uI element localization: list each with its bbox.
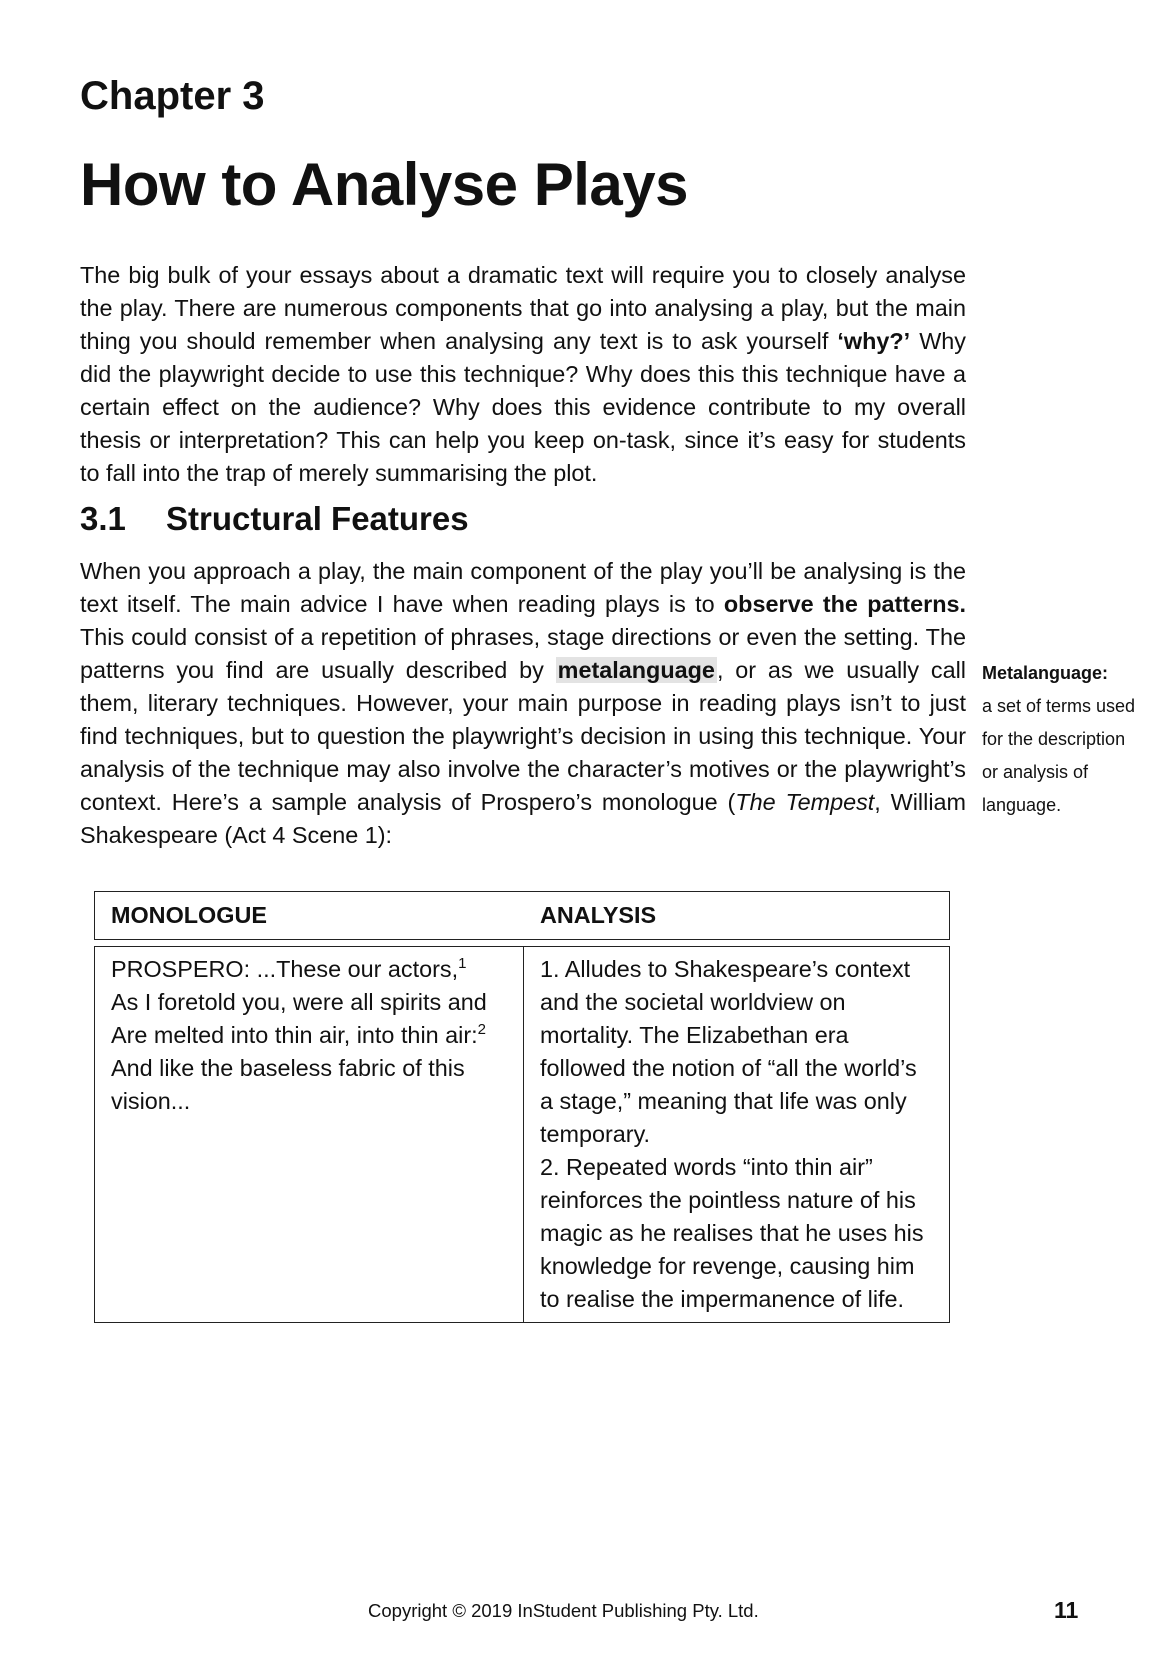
page-number: 11 [1054, 1597, 1079, 1623]
monologue-analysis-table [94, 885, 950, 1329]
monologue-line-3: And like the baseless fabric of this vision... [111, 1055, 465, 1114]
monologue-line-2 [111, 986, 507, 1052]
margin-note-term: Metalanguage: [982, 663, 1109, 683]
monologue-text-1: PROSPERO: ...These our actors, [111, 956, 459, 982]
metalanguage-term: metalanguage [557, 657, 715, 683]
copyright-footer: Copyright © 2019 InStudent Publishing Pty. Ltd. [368, 1600, 759, 1621]
structural-paragraph [80, 555, 966, 852]
why-emphasis: ‘why?’ [837, 328, 911, 354]
section-title: Structural Features [166, 500, 469, 537]
margin-note [982, 657, 1142, 822]
structural-text-4: , William Shakespeare (Act 4 Scene 1): [80, 789, 967, 848]
analysis-point-1: 1. Alludes to Shakespeare’s context and the societal worldview on mortality. The Elizabethan era followed the notion of “all the world’s a stage,” meaning that life was only temporary. [540, 956, 917, 1147]
work-title: The Tempest [735, 789, 875, 815]
table-header-row [94, 891, 950, 940]
structural-text-3: , or as we usually call them, literary techniques. However, your main purpose in reading plays isn’t to just find techniques, but to question the playwright’s decision in using this technique. Your analysis of the technique may also involve the character’s motives or the playwright’s context. Here’s a sample analysis of Prospero’s monologue ( [80, 657, 966, 815]
footnote-marker-1: 1 [458, 955, 467, 973]
intro-paragraph [80, 259, 966, 490]
footnote-marker-2: 2 [477, 1021, 486, 1039]
intro-text-2: Why did the playwright decide to use this technique? Why does this this technique have a certain effect on the audience? Why does this evidence contribute to my overall thesis or interpretation? This can help you keep on-task, since it’s easy for students to fall into the trap of merely summarising the plot. [80, 328, 967, 486]
analysis-cell [524, 946, 950, 1323]
section-number: 3.1 [80, 500, 126, 537]
structural-text-2: This could consist of a repetition of phrases, stage directions or even the setting. The patterns you find are usually described by [80, 624, 966, 683]
header-analysis: ANALYSIS [524, 891, 950, 940]
observe-patterns-emphasis: observe the patterns. [723, 591, 966, 617]
monologue-text-2: As I foretold you, were all spirits and Are melted into thin air, into thin air: [111, 989, 487, 1048]
chapter-title: How to Analyse Plays [80, 151, 688, 218]
header-monologue: MONOLOGUE [94, 891, 524, 940]
monologue-cell [94, 946, 524, 1323]
chapter-label: Chapter 3 [80, 74, 265, 118]
table-row [94, 946, 950, 1323]
section-heading [80, 500, 469, 538]
margin-note-definition: a set of terms used for the description or analysis of language. [982, 696, 1136, 815]
intro-text-1: The big bulk of your essays about a dramatic text will require you to closely analyse the play. There are numerous components that go into analysing a play, but the main thing you should remember when analysing any text is to ask yourself [80, 262, 966, 354]
monologue-line-1 [111, 953, 507, 986]
structural-text-1: When you approach a play, the main component of the play you’ll be analysing is the text itself. The main advice I have when reading plays is to [80, 558, 966, 617]
analysis-point-2: 2. Repeated words “into thin air” reinforces the pointless nature of his magic as he realises that he uses his knowledge for revenge, causing him to realise the impermanence of life. [540, 1154, 924, 1312]
